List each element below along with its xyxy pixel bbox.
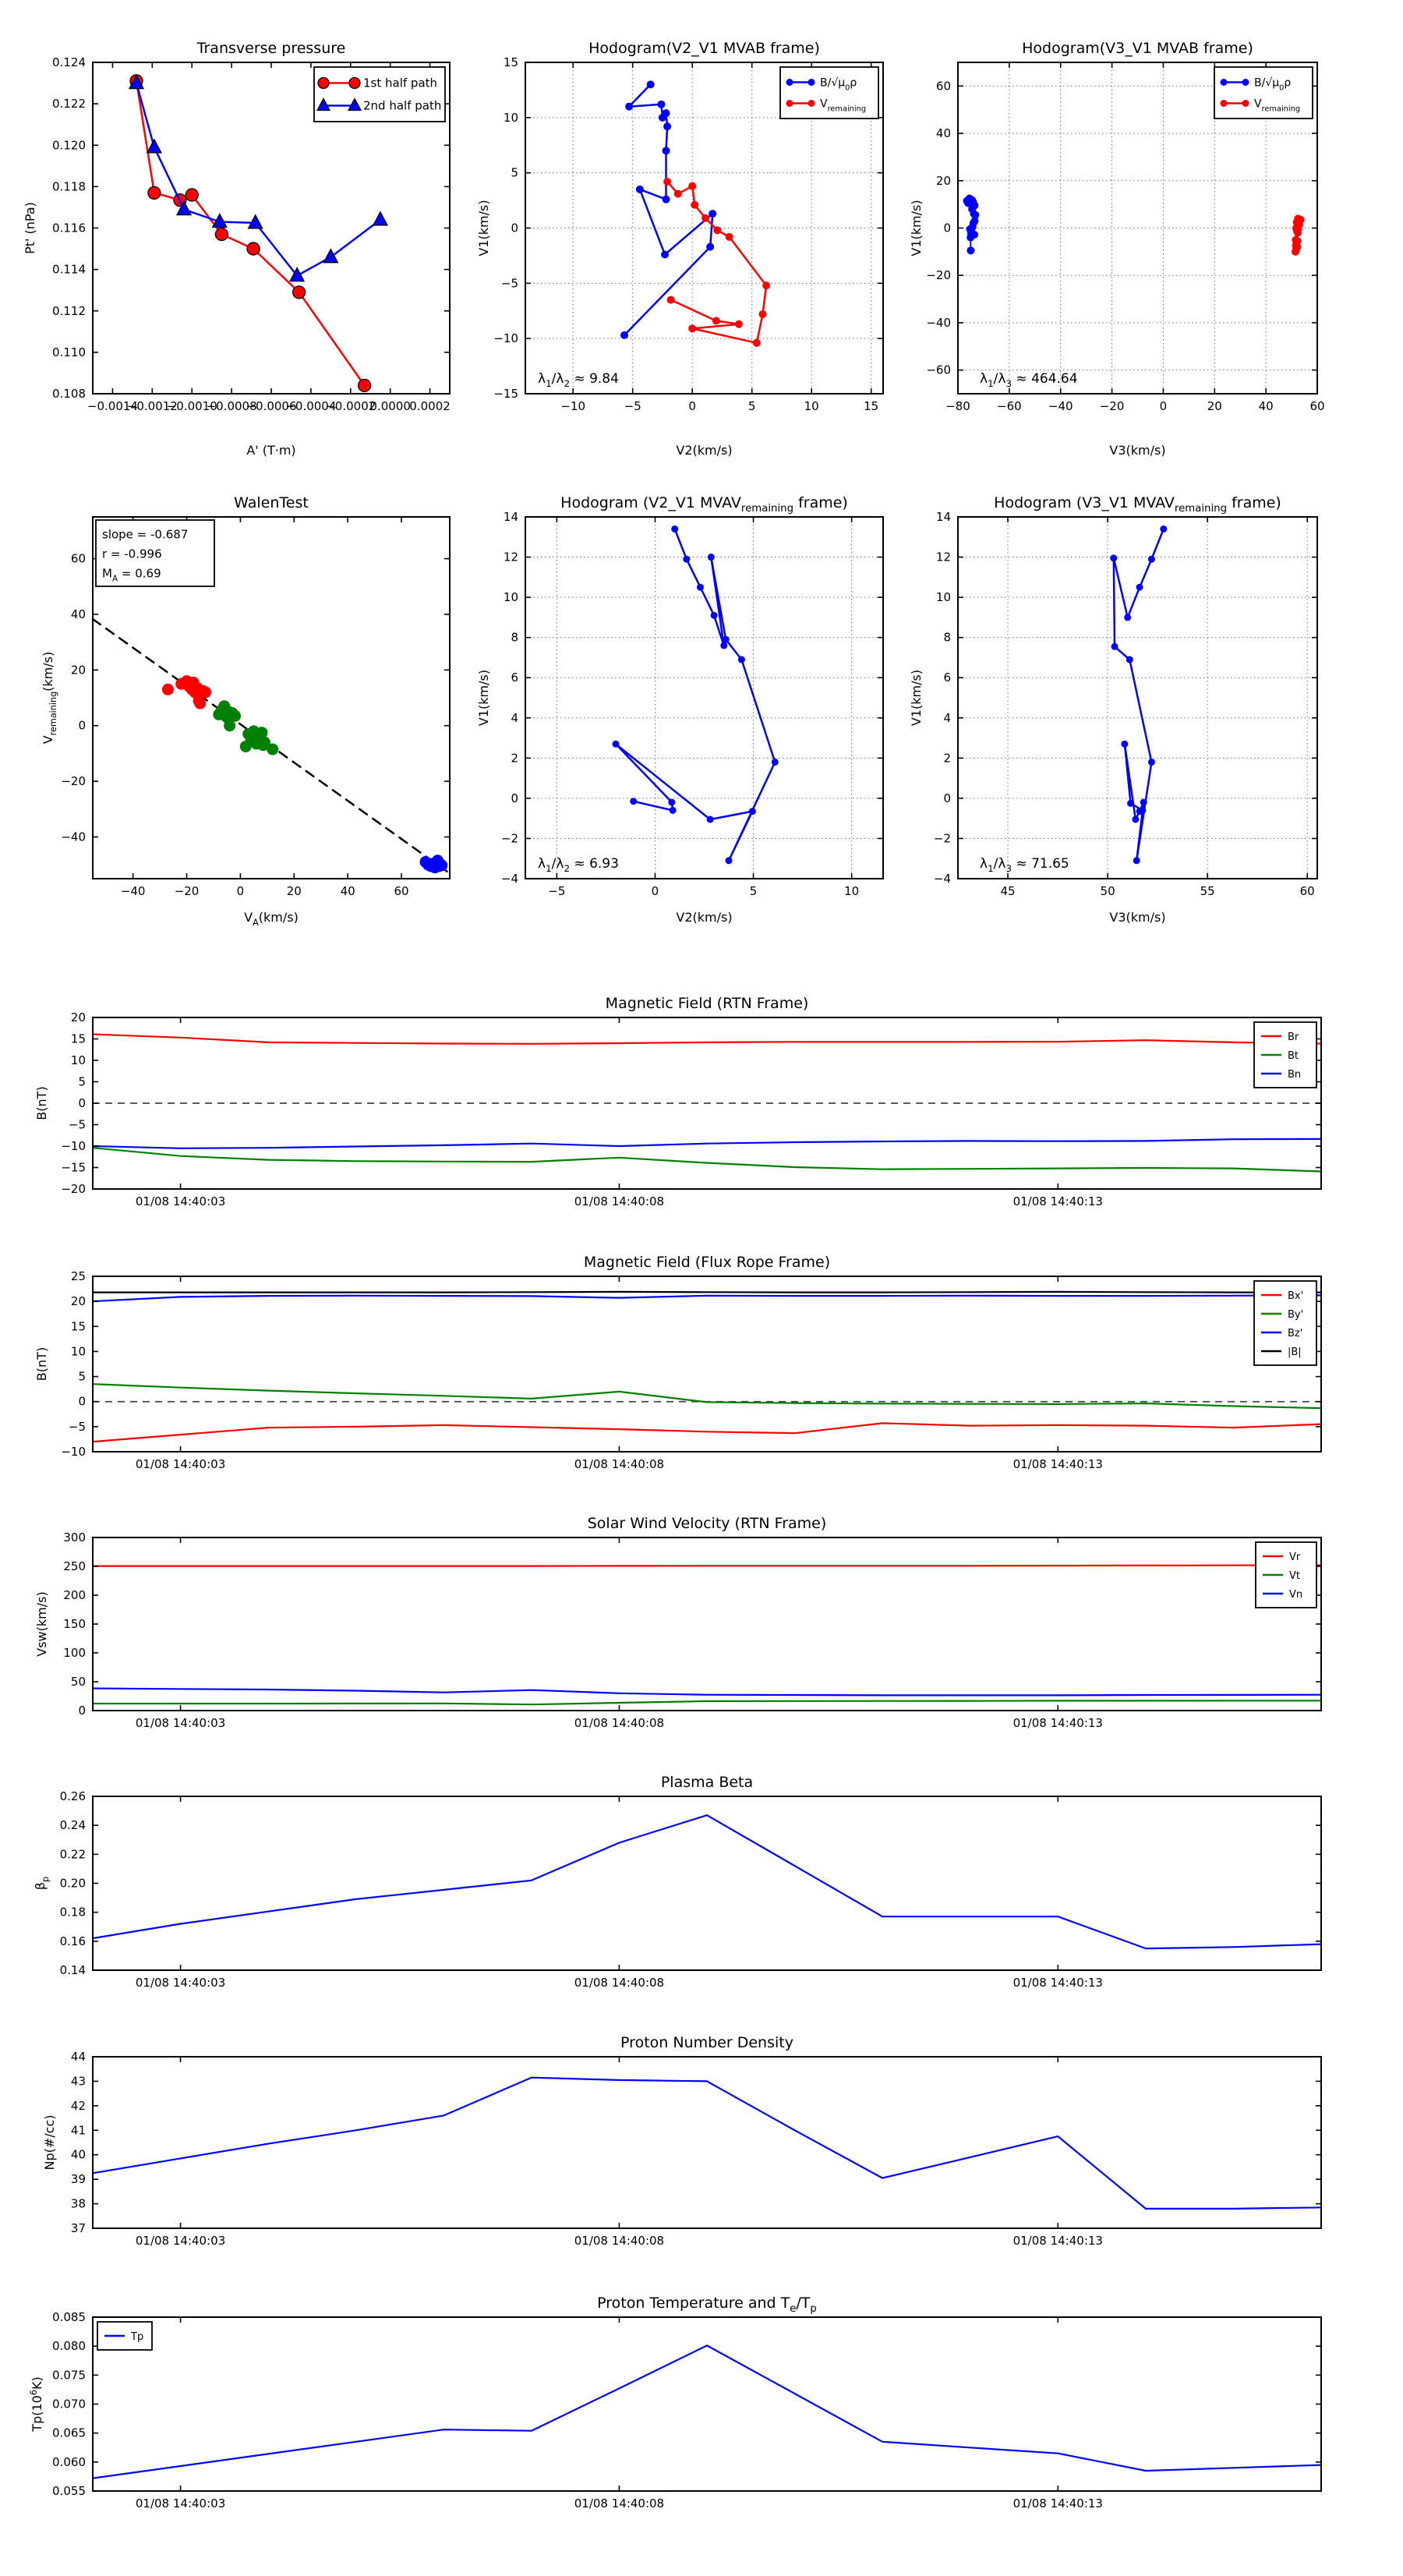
svg-text:250: 250 [63,1559,86,1573]
svg-text:8: 8 [511,630,518,645]
svg-text:0.16: 0.16 [59,1934,86,1948]
svg-text:Vt: Vt [1289,1570,1300,1582]
svg-text:λ1/λ2 ≈ 9.84: $\lambda_1/\lambda_2 \approx 9.84$ [538,371,619,389]
svg-text:0.118: 0.118 [52,179,86,194]
svg-text:20: 20 [286,884,302,898]
svg-text:40: 40 [1258,399,1274,413]
svg-text:45: 45 [1000,884,1016,898]
svg-text:10: 10 [503,590,518,605]
svg-text:50: 50 [1100,884,1115,898]
svg-text:−2: −2 [933,831,951,846]
svg-text:38: 38 [70,2196,86,2211]
svg-text:200: 200 [63,1588,86,1602]
svg-text:−40: −40 [120,884,146,898]
svg-text:B/√μ0ρ: $B/√\mu_0\rho$ [1254,76,1292,93]
svg-text:Np(#/cc): Np(#/cc) [42,2114,57,2171]
svg-text:10: 10 [503,110,518,125]
svg-text:0.120: 0.120 [52,138,86,153]
svg-text:−60: −60 [926,363,951,377]
svg-text:01/08 14:40:13: 01/08 14:40:13 [1012,2496,1103,2511]
svg-text:0: 0 [511,791,518,805]
svg-text:−10: −10 [61,1445,86,1459]
svg-text:4: 4 [943,710,951,725]
svg-text:0.122: 0.122 [52,97,86,111]
svg-text:Transverse pressure: Transverse pressure [196,40,346,57]
svg-text:−20: −20 [61,774,86,789]
svg-text:V1(km/s): V1(km/s) [909,200,924,257]
svg-text:−4: −4 [500,872,518,886]
svg-text:0.085: 0.085 [52,2310,86,2324]
svg-text:8: 8 [943,630,951,645]
svg-text:2nd half path: 2nd half path [363,98,442,113]
svg-text:WalenTest: WalenTest [234,494,309,511]
svg-text:5: 5 [78,1074,86,1089]
svg-text:2: 2 [511,751,518,766]
svg-text:λ1/λ3 ≈ 71.65: $\lambda_1/\lambda_3 \approx 71.65$ [980,856,1069,874]
svg-text:50: 50 [70,1675,86,1689]
svg-text:Magnetic Field (Flux Rope Fram: Magnetic Field (Flux Rope Frame) [583,1254,831,1271]
svg-text:25: 25 [70,1269,86,1283]
svg-text:V1(km/s): V1(km/s) [909,669,924,727]
svg-text:B(nT): B(nT) [34,1086,49,1120]
svg-text:60: 60 [1309,399,1325,413]
svg-text:V2(km/s): V2(km/s) [676,443,733,458]
svg-text:−60: −60 [997,399,1022,413]
svg-text:15: 15 [70,1031,86,1046]
svg-text:0.20: 0.20 [59,1876,86,1891]
svg-text:Bt: Bt [1288,1050,1299,1062]
svg-text:01/08 14:40:08: 01/08 14:40:08 [574,1457,665,1471]
svg-text:150: 150 [63,1617,86,1631]
svg-text:55: 55 [1200,884,1215,898]
plot-transverse-pressure [23,40,451,458]
svg-text:39: 39 [70,2172,86,2187]
svg-text:|B|: |B| [1288,1346,1302,1358]
svg-text:60: 60 [394,884,409,898]
svg-text:0.055: 0.055 [52,2484,86,2498]
svg-text:−5: −5 [500,276,518,291]
svg-text:01/08 14:40:13: 01/08 14:40:13 [1012,1716,1103,1730]
svg-text:01/08 14:40:08: 01/08 14:40:08 [574,1976,665,1990]
svg-text:Vr: Vr [1289,1552,1301,1563]
svg-text:10: 10 [844,884,860,898]
svg-text:Hodogram (V3_V1 MVAVremaining: Hodogram (V3_V1 $MVAV_{remaining}$ frame) [994,494,1281,515]
svg-text:01/08 14:40:08: 01/08 14:40:08 [574,2496,665,2511]
svg-text:−4: −4 [933,872,951,886]
svg-text:Vn: Vn [1289,1589,1303,1601]
svg-text:0: 0 [236,884,245,898]
svg-text:300: 300 [63,1530,86,1545]
svg-text:−0.0002: −0.0002 [325,399,376,413]
svg-text:−0.0008: −0.0008 [206,399,257,413]
svg-text:0.0000: 0.0000 [369,399,411,413]
svg-text:0.116: 0.116 [52,221,86,235]
svg-text:−20: −20 [61,1182,86,1196]
svg-text:−2: −2 [500,831,518,846]
svg-text:0: 0 [78,718,86,733]
svg-text:MA = 0.69: $M_A = 0.69$ [102,566,161,584]
svg-text:10: 10 [804,399,819,413]
svg-text:−15: −15 [493,387,518,401]
svg-text:0.26: 0.26 [59,1789,86,1803]
svg-text:14: 14 [503,510,518,524]
svg-text:60: 60 [70,551,86,566]
svg-text:−10: −10 [560,399,586,413]
svg-text:01/08 14:40:03: 01/08 14:40:03 [135,1976,226,1990]
svg-text:V3(km/s): V3(km/s) [1109,910,1166,925]
svg-text:V3(km/s): V3(km/s) [1109,443,1166,458]
svg-text:B/√μ0ρ: $B/√\mu_0\rho$ [820,76,857,93]
svg-text:0.114: 0.114 [52,262,86,277]
svg-text:0.075: 0.075 [52,2368,86,2383]
svg-text:5: 5 [749,884,758,898]
svg-text:0: 0 [78,1096,86,1110]
svg-text:20: 20 [935,173,951,188]
svg-text:20: 20 [70,663,86,678]
svg-text:6: 6 [511,671,518,685]
svg-text:4: 4 [511,710,518,725]
svg-text:0: 0 [943,791,951,805]
svg-text:01/08 14:40:13: 01/08 14:40:13 [1012,1976,1103,1990]
svg-text:0.14: 0.14 [59,1963,86,1977]
svg-text:01/08 14:40:13: 01/08 14:40:13 [1012,2234,1103,2248]
svg-text:Bn: Bn [1288,1069,1302,1081]
svg-text:01/08 14:40:03: 01/08 14:40:03 [135,2496,226,2511]
svg-text:VA(km/s): $V_A(km/s)$ [244,910,299,928]
svg-text:−5: −5 [68,1117,86,1132]
svg-text:λ1/λ2 ≈ 6.93: $\lambda_1/\lambda_2 \approx 6.93$ [538,856,619,874]
plot-plasma-beta [33,1774,1321,1990]
svg-text:0.110: 0.110 [52,345,86,359]
svg-text:Plasma Beta: Plasma Beta [660,1774,754,1791]
svg-text:01/08 14:40:13: 01/08 14:40:13 [1012,1457,1103,1471]
svg-text:43: 43 [70,2074,86,2089]
svg-text:λ1/λ3 ≈ 464.64: $\lambda_1/\lambda_3 \approx 464.64$ [980,371,1078,389]
svg-text:Bx': Bx' [1288,1290,1304,1302]
svg-text:42: 42 [70,2098,86,2113]
svg-text:Vsw(km/s): Vsw(km/s) [34,1591,49,1657]
svg-text:−10: −10 [493,331,518,346]
svg-text:0: 0 [651,884,659,898]
svg-text:−40: −40 [61,830,86,844]
svg-text:−5: −5 [624,399,641,413]
svg-text:01/08 14:40:08: 01/08 14:40:08 [574,1716,665,1730]
svg-text:15: 15 [70,1319,86,1334]
svg-text:0: 0 [78,1704,86,1718]
svg-text:40: 40 [935,126,951,141]
svg-text:01/08 14:40:13: 01/08 14:40:13 [1012,1194,1103,1208]
svg-text:20: 20 [70,1294,86,1309]
svg-text:Vremaining: $V_{remaining}$ [1254,97,1301,114]
plot-proton-number-density [42,2034,1321,2248]
svg-text:20: 20 [1207,399,1222,413]
svg-text:B(nT): B(nT) [34,1346,49,1382]
svg-text:−5: −5 [68,1419,86,1434]
svg-text:Vremaining: $V_{remaining}$ [820,97,867,114]
svg-text:0: 0 [78,1394,86,1409]
svg-text:−0.0014: −0.0014 [87,399,138,413]
svg-text:37: 37 [70,2221,86,2235]
svg-text:15: 15 [503,55,518,69]
svg-text:A' (T·m): A' (T·m) [246,443,296,458]
svg-text:Proton Number Density: Proton Number Density [620,2034,793,2051]
svg-text:01/08 14:40:03: 01/08 14:40:03 [135,2234,226,2248]
svg-text:0.060: 0.060 [52,2454,86,2469]
svg-text:0.070: 0.070 [52,2397,86,2411]
svg-text:−0.0006: −0.0006 [246,399,297,413]
svg-text:40: 40 [70,607,86,621]
svg-text:−0.0004: −0.0004 [285,399,337,413]
svg-text:Magnetic Field (RTN Frame): Magnetic Field (RTN Frame) [605,995,809,1012]
svg-text:0.112: 0.112 [52,303,86,318]
svg-text:−20: −20 [1099,399,1125,413]
svg-text:01/08 14:40:08: 01/08 14:40:08 [574,2234,665,2248]
svg-text:01/08 14:40:03: 01/08 14:40:03 [135,1716,226,1730]
plot-walen-test [41,494,450,928]
svg-text:−20: −20 [926,268,951,283]
svg-text:15: 15 [864,399,879,413]
plot-solar-wind-velocity [34,1515,1321,1730]
plot-magnetic-field-flux-rope [34,1254,1321,1471]
svg-text:Hodogram (V2_V1 MVAVremaining: Hodogram (V2_V1 $MVAV_{remaining}$ frame) [560,494,848,515]
svg-text:0.065: 0.065 [52,2426,86,2440]
svg-text:−5: −5 [548,884,566,898]
svg-text:Proton Temperature and Te/Tp: Proton Temperature and $T_e/T_p$ [597,2295,817,2315]
svg-text:40: 40 [70,2147,86,2162]
svg-text:01/08 14:40:03: 01/08 14:40:03 [135,1457,226,1471]
svg-text:Tp(106K): $Tp(10^6K)$ [29,2376,44,2432]
svg-text:0.108: 0.108 [52,387,86,401]
svg-text:10: 10 [935,590,951,605]
svg-text:01/08 14:40:03: 01/08 14:40:03 [135,1194,226,1208]
svg-text:slope = -0.687: slope = -0.687 [102,527,189,542]
svg-text:6: 6 [943,671,951,685]
svg-text:−40: −40 [1048,399,1073,413]
svg-text:−0.0010: −0.0010 [166,399,217,413]
svg-text:10: 10 [70,1053,86,1067]
svg-text:100: 100 [63,1646,86,1660]
svg-text:−0.0012: −0.0012 [126,399,178,413]
svg-text:12: 12 [935,550,951,564]
svg-text:0.24: 0.24 [59,1818,86,1833]
svg-text:Br: Br [1288,1031,1299,1043]
svg-text:Tp: Tp [131,2331,144,2343]
svg-text:01/08 14:40:08: 01/08 14:40:08 [574,1194,665,1208]
svg-text:1st half path: 1st half path [363,76,438,90]
svg-text:−10: −10 [61,1139,86,1153]
svg-text:0.22: 0.22 [59,1847,86,1862]
svg-text:By': By' [1288,1309,1304,1321]
plot-hodogram-v2v1-mvab [476,40,883,458]
svg-text:−15: −15 [61,1160,86,1175]
svg-text:5: 5 [511,165,518,180]
svg-text:Hodogram(V3_V1 MVAB frame): Hodogram(V3_V1 MVAB frame) [1022,40,1253,57]
svg-text:Vremaining(km/s): $V_{remaining}(km/s)$ [41,651,58,745]
svg-text:Bz': Bz' [1288,1328,1303,1339]
svg-text:r = -0.996: r = -0.996 [102,547,162,561]
svg-text:5: 5 [747,399,756,413]
svg-text:0: 0 [511,221,518,235]
svg-text:44: 44 [70,2050,86,2064]
svg-text:Hodogram(V2_V1 MVAB frame): Hodogram(V2_V1 MVAB frame) [588,40,820,57]
svg-text:0.18: 0.18 [59,1905,86,1920]
svg-text:V1(km/s): V1(km/s) [476,669,491,727]
plot-hodogram-v3v1-mvab [909,40,1325,458]
svg-text:0: 0 [1159,399,1168,413]
svg-text:5: 5 [78,1369,86,1384]
svg-text:−40: −40 [926,315,951,330]
plot-hodogram-v3v1-mvav [909,494,1317,925]
svg-text:14: 14 [935,510,951,524]
plot-proton-temperature [29,2295,1321,2511]
svg-text:Pt' (nPa): Pt' (nPa) [23,202,37,254]
svg-text:0.080: 0.080 [52,2339,86,2354]
svg-text:V2(km/s): V2(km/s) [676,910,733,925]
svg-text:10: 10 [70,1344,86,1359]
svg-text:βp: $\beta_p$ [33,1876,51,1891]
svg-text:−20: −20 [174,884,200,898]
svg-text:41: 41 [70,2123,86,2138]
svg-text:12: 12 [503,550,518,564]
svg-text:−80: −80 [945,399,970,413]
svg-text:40: 40 [340,884,355,898]
svg-text:V1(km/s): V1(km/s) [476,200,491,257]
plot-hodogram-v2v1-mvav [476,494,883,925]
svg-text:Solar Wind Velocity (RTN Frame: Solar Wind Velocity (RTN Frame) [587,1515,827,1532]
svg-text:60: 60 [1299,884,1315,898]
plot-magnetic-field-rtn [34,995,1321,1208]
svg-text:0: 0 [943,221,951,235]
svg-text:0.0002: 0.0002 [409,399,451,413]
svg-text:60: 60 [935,79,951,94]
svg-text:2: 2 [943,751,951,766]
svg-text:0.124: 0.124 [52,55,86,69]
svg-text:0: 0 [688,399,696,413]
svg-text:20: 20 [70,1010,86,1024]
